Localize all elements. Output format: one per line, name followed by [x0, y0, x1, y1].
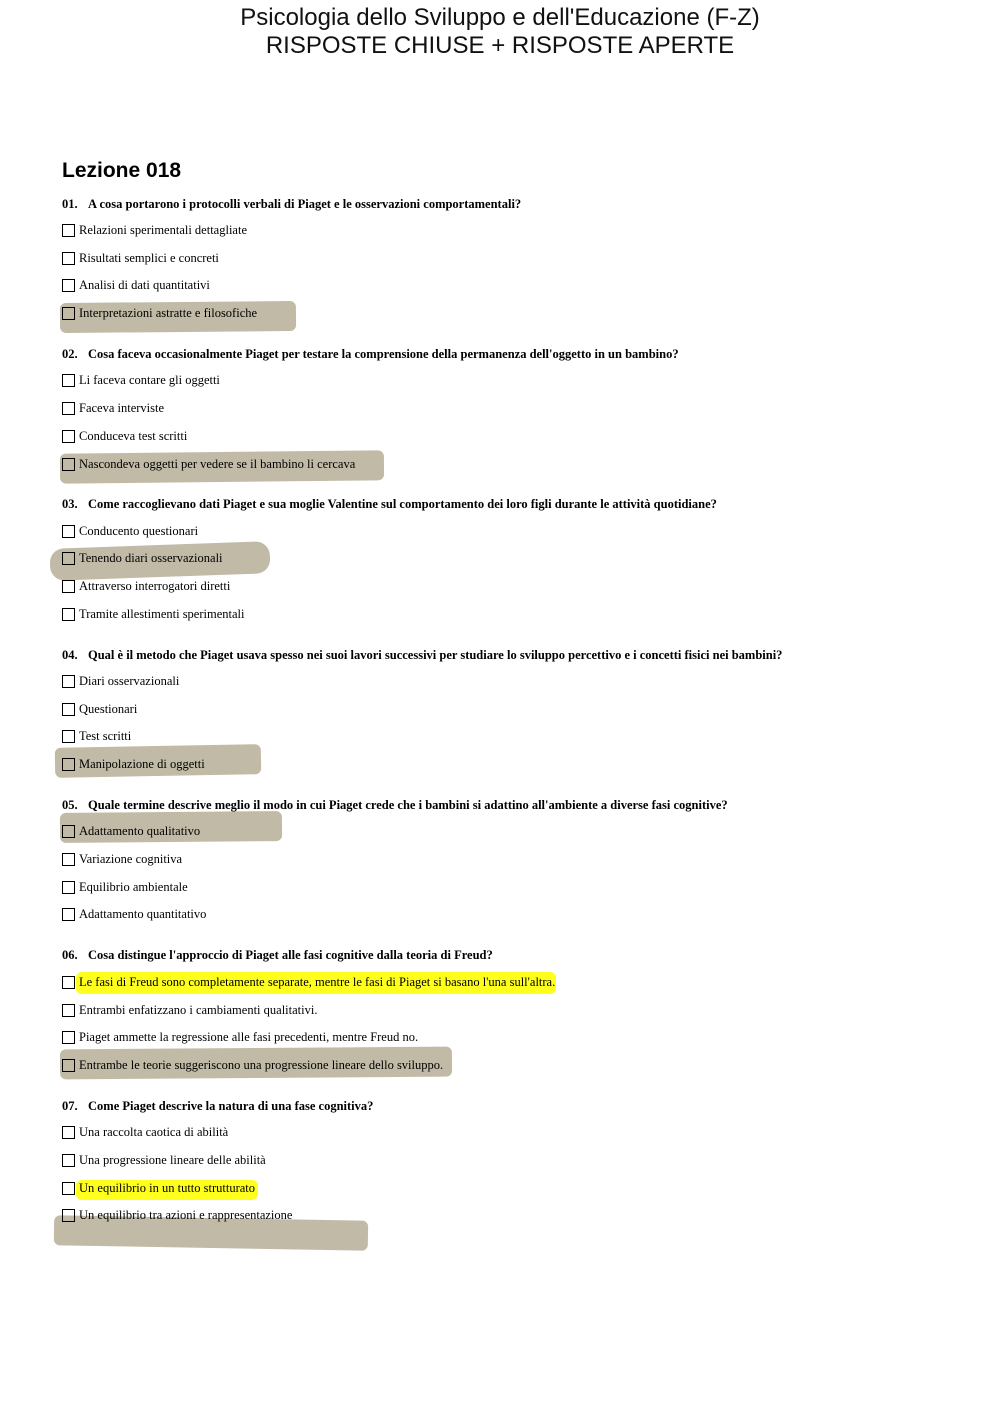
checkbox[interactable]	[62, 1059, 75, 1072]
checkbox[interactable]	[62, 374, 75, 387]
answer-option-label: Risultati semplici e concreti	[79, 250, 219, 265]
question-number: 03.	[62, 497, 78, 511]
answer-option[interactable]	[62, 1178, 255, 1198]
checkbox[interactable]	[62, 758, 75, 771]
question-text: Come raccoglievano dati Piaget e sua moglie Valentine sul comportamento dei loro figli durante le attività quotidiane?	[88, 497, 717, 511]
question-text: Quale termine descrive meglio il modo in cui Piaget crede che i bambini si adattino all'ambiente a diverse fasi cognitive?	[88, 798, 728, 812]
answer-option[interactable]	[62, 454, 355, 474]
answer-option[interactable]	[62, 1055, 443, 1075]
answer-option[interactable]	[62, 370, 220, 390]
checkbox[interactable]	[62, 1209, 75, 1222]
question-number: 01.	[62, 197, 78, 211]
answer-option-label: Relazioni sperimentali dettagliate	[79, 222, 247, 237]
answer-option-label: Un equilibrio in un tutto strutturato	[79, 1180, 256, 1195]
checkbox[interactable]	[62, 1154, 75, 1167]
answer-option-label: Tramite allestimenti sperimentali	[79, 606, 245, 621]
answer-option[interactable]	[62, 398, 164, 418]
question-text: Cosa distingue l'approccio di Piaget alle fasi cognitive dalla teoria di Freud?	[88, 948, 493, 962]
answer-option-label: Entrambi enfatizzano i cambiamenti qualitativi.	[79, 1002, 318, 1017]
answer-option-label: Interpretazioni astratte e filosofiche	[79, 305, 258, 320]
question	[62, 497, 717, 512]
answer-option[interactable]	[62, 303, 257, 323]
question-number: 05.	[62, 798, 78, 812]
document-title: Psicologia dello Sviluppo e dell'Educazione (F-Z)	[240, 4, 760, 31]
answer-option[interactable]	[62, 972, 555, 992]
checkbox[interactable]	[62, 525, 75, 538]
question	[62, 798, 728, 813]
answer-option-label: Entrambe le teorie suggeriscono una progressione lineare dello sviluppo.	[79, 1057, 444, 1072]
checkbox[interactable]	[62, 1031, 75, 1044]
checkbox[interactable]	[62, 580, 75, 593]
answer-option[interactable]	[62, 1122, 228, 1142]
answer-option[interactable]	[62, 548, 223, 568]
question	[62, 197, 521, 212]
answer-option[interactable]	[62, 1000, 317, 1020]
answer-option[interactable]	[62, 220, 247, 240]
question	[62, 347, 679, 362]
checkbox[interactable]	[62, 853, 75, 866]
question	[62, 1099, 373, 1114]
answer-option-label: Conduceva test scritti	[79, 428, 188, 443]
answer-option[interactable]	[62, 877, 188, 897]
answer-option[interactable]	[62, 849, 182, 869]
checkbox[interactable]	[62, 908, 75, 921]
answer-option[interactable]	[62, 671, 179, 691]
question-number: 04.	[62, 648, 78, 662]
answer-option-label: Un equilibrio tra azioni e rappresentazione	[79, 1207, 293, 1222]
question	[62, 948, 493, 963]
checkbox[interactable]	[62, 458, 75, 471]
question-text: A cosa portarono i protocolli verbali di Piaget e le osservazioni comportamentali?	[88, 197, 522, 211]
lesson-heading: Lezione 018	[62, 159, 182, 182]
checkbox[interactable]	[62, 1182, 75, 1195]
answer-option-label: Questionari	[79, 701, 138, 716]
checkbox[interactable]	[62, 825, 75, 838]
answer-option[interactable]	[62, 904, 206, 924]
checkbox[interactable]	[62, 430, 75, 443]
answer-option-label: Test scritti	[79, 728, 132, 743]
answer-option[interactable]	[62, 426, 187, 446]
answer-option-label: Adattamento quantitativo	[79, 906, 207, 921]
answer-option-label: Manipolazione di oggetti	[79, 756, 205, 771]
answer-option[interactable]	[62, 726, 131, 746]
checkbox[interactable]	[62, 976, 75, 989]
answer-option-label: Una progressione lineare delle abilità	[79, 1152, 266, 1167]
answer-option-label: Variazione cognitiva	[79, 851, 183, 866]
checkbox[interactable]	[62, 224, 75, 237]
answer-option[interactable]	[62, 1150, 266, 1170]
checkbox[interactable]	[62, 252, 75, 265]
checkbox[interactable]	[62, 279, 75, 292]
answer-option[interactable]	[62, 1205, 292, 1225]
checkbox[interactable]	[62, 307, 75, 320]
answer-option[interactable]	[62, 521, 198, 541]
question-text: Qual è il metodo che Piaget usava spesso nei suoi lavori successivi per studiare lo sviluppo percettivo e i concetti fisici nei bambini?	[88, 648, 783, 662]
checkbox[interactable]	[62, 1004, 75, 1017]
question-text: Cosa faceva occasionalmente Piaget per testare la comprensione della permanenza dell'oggetto in un bambino?	[88, 347, 679, 361]
checkbox[interactable]	[62, 675, 75, 688]
answer-option[interactable]	[62, 248, 219, 268]
answer-option-label: Le fasi di Freud sono completamente separate, mentre le fasi di Piaget si basano l'una sull'altra.	[79, 974, 556, 989]
answer-option[interactable]	[62, 275, 210, 295]
document-subtitle: RISPOSTE CHIUSE + RISPOSTE APERTE	[265, 32, 735, 59]
answer-option-label: Li faceva contare gli oggetti	[79, 372, 220, 387]
question-number: 02.	[62, 347, 78, 361]
question-number: 07.	[62, 1099, 78, 1113]
answer-option-label: Faceva interviste	[79, 400, 165, 415]
checkbox[interactable]	[62, 552, 75, 565]
answer-option[interactable]	[62, 821, 200, 841]
checkbox[interactable]	[62, 608, 75, 621]
answer-option[interactable]	[62, 1027, 418, 1047]
answer-option[interactable]	[62, 699, 137, 719]
answer-option-label: Piaget ammette la regressione alle fasi precedenti, mentre Freud no.	[79, 1029, 419, 1044]
answer-option-label: Una raccolta caotica di abilità	[79, 1124, 229, 1139]
checkbox[interactable]	[62, 881, 75, 894]
answer-option[interactable]	[62, 754, 205, 774]
question	[62, 648, 782, 663]
answer-option-label: Tenendo diari osservazionali	[79, 550, 223, 565]
checkbox[interactable]	[62, 730, 75, 743]
answer-option[interactable]	[62, 576, 230, 596]
answer-option-label: Equilibrio ambientale	[79, 879, 188, 894]
answer-option-label: Attraverso interrogatori diretti	[79, 578, 231, 593]
answer-option[interactable]	[62, 604, 244, 624]
question-number: 06.	[62, 948, 78, 962]
answer-option-label: Conducento questionari	[79, 523, 199, 538]
checkbox[interactable]	[62, 703, 75, 716]
answer-option-label: Analisi di dati quantitativi	[79, 277, 210, 292]
answer-option-label: Nascondeva oggetti per vedere se il bambino li cercava	[79, 456, 356, 471]
answer-option-label: Diari osservazionali	[79, 673, 180, 688]
checkbox[interactable]	[62, 402, 75, 415]
checkbox[interactable]	[62, 1126, 75, 1139]
answer-option-label: Adattamento qualitativo	[79, 823, 201, 838]
question-text: Come Piaget descrive la natura di una fase cognitiva?	[88, 1099, 374, 1113]
